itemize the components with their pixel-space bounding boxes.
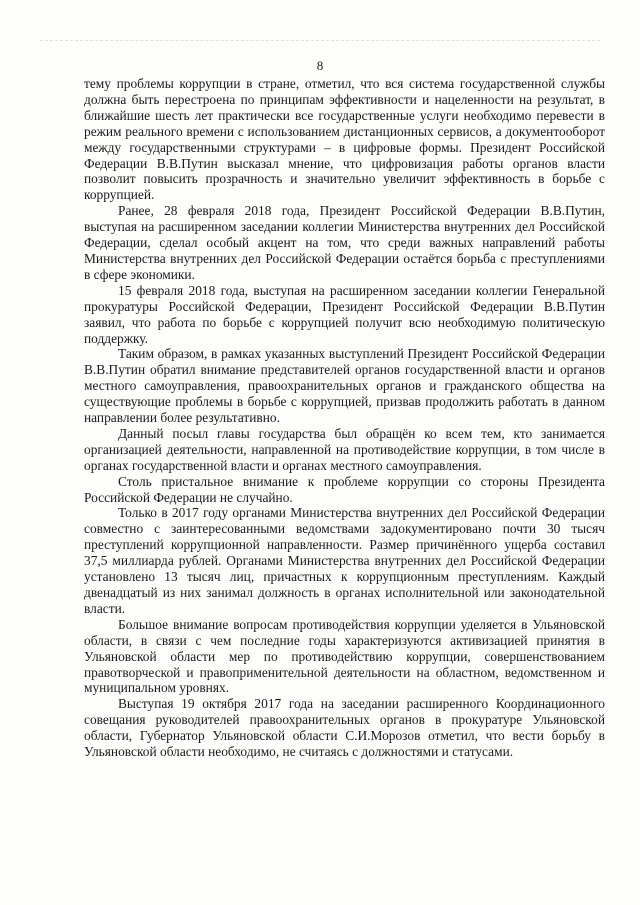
paragraph-2: Ранее, 28 февраля 2018 года, Президент Российской Федерации В.В.Путин, выступая на расширенном заседании коллегии Министерства внутренних дел Российской Федерации, сделал особый акцент на том, что среди важных направлений работы Министерства внутренних дел Российской Федерации остаётся борьба с преступлениями в сфере экономики. (84, 203, 605, 282)
paragraph-5: Данный посыл главы государства был обращён ко всем тем, кто занимается организацией деятельности, направленной на противодействие коррупции, в том числе в органах государственной власти и органах местного самоуправления. (84, 425, 605, 473)
paragraph-4: Таким образом, в рамках указанных выступлений Президент Российской Федерации В.В.Путин обратил внимание представителей органов государственной власти и органов местного самоуправления, правоохранительных органов и гражданского общества на существующие проблемы в борьбе с коррупцией, призвав продолжить работать в данном направлении более результативно. (84, 346, 605, 426)
document-body (84, 76, 605, 760)
paragraph-7: Только в 2017 году органами Министерства внутренних дел Российской Федерации совместно с заинтересованными ведомствами задокументировано почти 30 тысяч преступлений коррупционной направленности. Размер причинённого ущерба составил 37,5 миллиарда рублей. Органами Министерства внутренних дел Российской Федерации установлено 13 тысяч лиц, причастных к коррупционным преступлениям. Каждый двенадцатый из них занимал должность в органах исполнительной или законодательной власти. (84, 505, 605, 616)
scan-artifact-line (40, 40, 600, 41)
paragraph-6: Столь пристальное внимание к проблеме коррупции со стороны Президента Российской Федерации не случайно. (84, 473, 605, 505)
paragraph-9: Выступая 19 октября 2017 года на заседании расширенного Координационного совещания руководителей правоохранительных органов в прокуратуре Ульяновской области, Губернатор Ульяновской области С.И.Морозов отметил, что вести борьбу в Ульяновской области необходимо, не считаясь с должностями и статусами. (84, 696, 605, 760)
page-number: 8 (316, 58, 324, 73)
paragraph-3: 15 февраля 2018 года, выступая на расширенном заседании коллегии Генеральной прокуратуры Российской Федерации, Президент Российской Федерации В.В.Путин заявил, что работа по борьбе с коррупцией получит всю необходимую политическую поддержку. (84, 282, 605, 346)
paragraph-1: тему проблемы коррупции в стране, отметил, что вся система государственной службы должна быть перестроена по принципам эффективности и нацеленности на результат, в ближайшие шесть лет практически все государственные услуги необходимо перевести в режим реального времени с использованием дистанционных сервисов, а документооборот между государственными структурами – в цифровые формы. Президент Российской Федерации В.В.Путин высказал мнение, что цифровизация работы органов власти позволит повысить прозрачность и значительно увеличит эффективность в борьбе с коррупцией. (84, 76, 605, 203)
paragraph-8: Большое внимание вопросам противодействия коррупции уделяется в Ульяновской области, в связи с чем последние годы характеризуются активизацией принятия в Ульяновской области мер по противодействию коррупции, совершенствованием правотворческой и правоприменительной деятельности на областном, ведомственном и муниципальном уровнях. (84, 616, 605, 696)
